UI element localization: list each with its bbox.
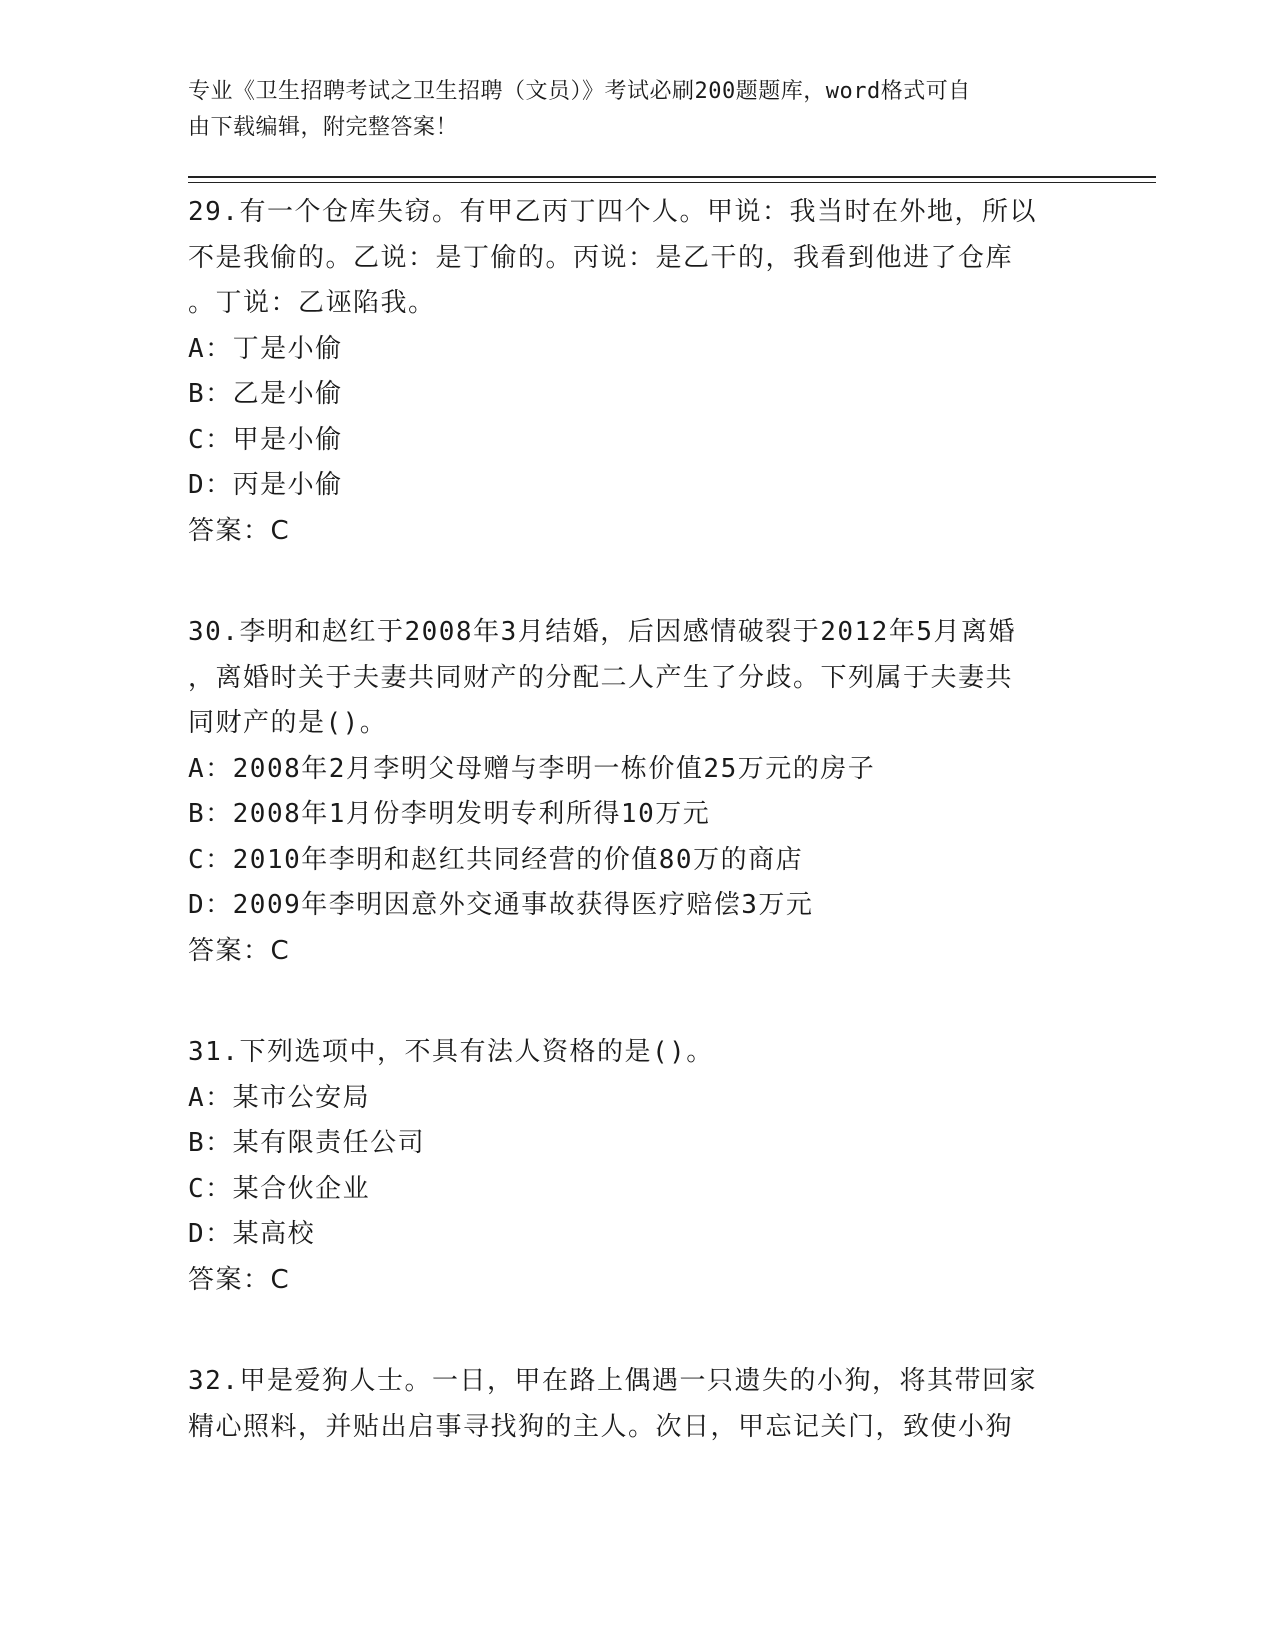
question-stem-line: 31.下列选项中，不具有法人资格的是()。	[188, 1037, 714, 1067]
header-divider-thin	[188, 182, 1156, 183]
question-stem-line: ，离婚时关于夫妻共同财产的分配二人产生了分歧。下列属于夫妻共	[188, 662, 1014, 693]
question-stem-line: 32.甲是爱狗人士。一日，甲在路上偶遇一只遗失的小狗，将其带回家	[188, 1366, 1037, 1396]
option-a: A：2008年2月李明父母赠与李明一栋价值25万元的房子	[188, 753, 876, 784]
option-a: A：某市公安局	[188, 1082, 371, 1113]
question-stem-line: 同财产的是()。	[188, 708, 388, 738]
option-c: C：甲是小偷	[188, 424, 343, 455]
answer-line: 答案：C	[188, 515, 291, 546]
question-stem-line: 。丁说：乙诬陷我。	[188, 288, 436, 318]
option-d: D：2009年李明因意外交通事故获得医疗赔偿3万元	[188, 890, 814, 920]
header-line-2: 由下载编辑，附完整答案！	[188, 115, 459, 140]
question-list	[188, 190, 1088, 1506]
option-b: B：某有限责任公司	[188, 1128, 426, 1158]
answer-line: 答案：C	[188, 1264, 291, 1295]
question-stem-line: 30.李明和赵红于2008年3月结婚，后因感情破裂于2012年5月离婚	[188, 617, 1016, 647]
option-c: C：2010年李明和赵红共同经营的价值80万的商店	[188, 844, 804, 875]
option-d: D：某高校	[188, 1219, 316, 1249]
option-b: B：2008年1月份李明发明专利所得10万元	[188, 799, 711, 829]
header-line-1: 专业《卫生招聘考试之卫生招聘（文员）》考试必刷200题题库，word格式可自	[188, 79, 971, 104]
document-header	[188, 74, 1088, 146]
option-d: D：丙是小偷	[188, 470, 343, 500]
question-stem-line: 29.有一个仓库失窃。有甲乙丙丁四个人。甲说：我当时在外地，所以	[188, 197, 1037, 227]
option-a: A：丁是小偷	[188, 333, 343, 364]
option-c: C：某合伙企业	[188, 1173, 371, 1204]
question-30	[188, 610, 1088, 974]
option-b: B：乙是小偷	[188, 379, 343, 409]
answer-line: 答案：C	[188, 935, 291, 966]
question-29	[188, 190, 1088, 554]
question-stem-line: 精心照料，并贴出启事寻找狗的主人。次日，甲忘记关门，致使小狗	[188, 1411, 1014, 1442]
question-31	[188, 1030, 1088, 1303]
header-divider-thick	[188, 176, 1156, 178]
question-stem-line: 不是我偷的。乙说：是丁偷的。丙说：是乙干的，我看到他进了仓库	[188, 242, 1014, 273]
question-32	[188, 1359, 1088, 1450]
